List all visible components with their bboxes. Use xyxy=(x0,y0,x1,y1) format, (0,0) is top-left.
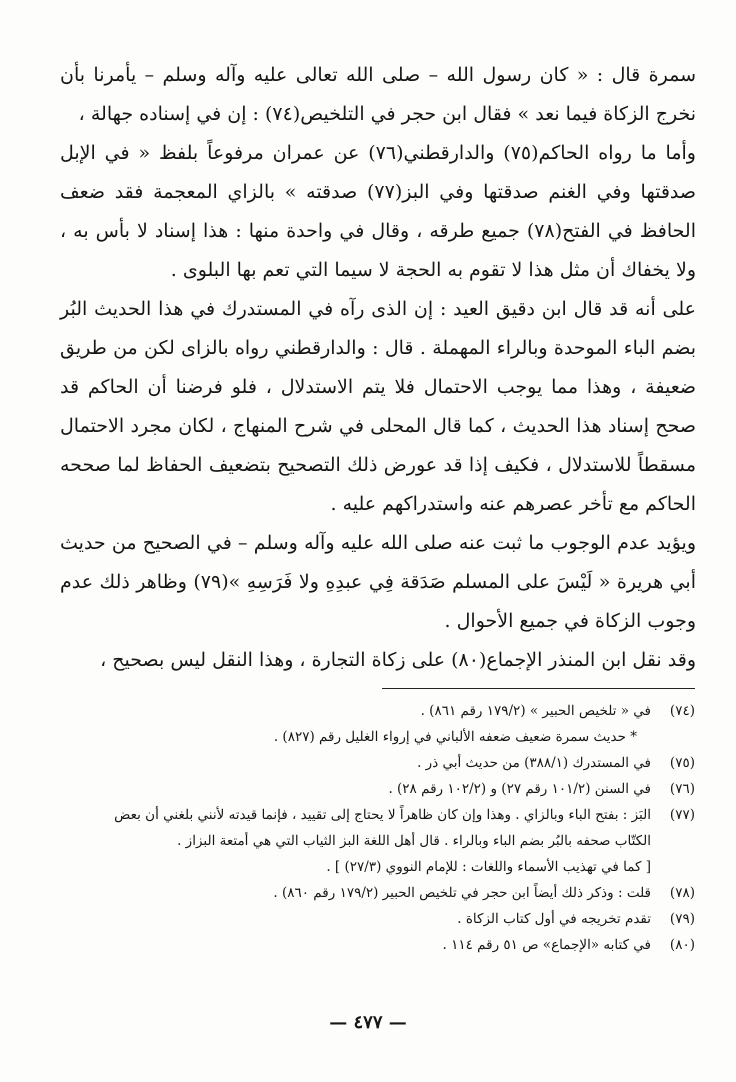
footnote xyxy=(75,932,695,958)
footnote xyxy=(75,802,695,828)
main-text xyxy=(60,56,696,680)
footnote-text: [ كما في تهذيب الأسماء واللغات : للإمام النووي (٢٧/٣) ] . xyxy=(326,859,651,875)
footnote-text: تقدم تخريجه في أول كتاب الزكاة . xyxy=(457,911,651,927)
footnote xyxy=(75,750,695,776)
footnote-number: (٧٩) xyxy=(669,911,695,927)
footnote-number: (٧٤) xyxy=(669,703,695,719)
footnote xyxy=(75,698,695,724)
paragraph: ويؤيد عدم الوجوب ما ثبت عنه صلى الله عليه وآله وسلم – في الصحيح من حديث أبي هريرة « لَيْسَ على المسلم صَدَقة فِي عبدِهِ ولا فَرَسِهِ »(٧٩) وظاهر ذلك عدم وجوب الزكاة في جميع الأحوال . xyxy=(60,532,696,632)
footnote-text: في كتابه «الإجماع» ص ٥١ رقم ١١٤ . xyxy=(442,937,651,953)
footnote-text: * حديث سمرة ضعيف ضعفه الألباني في إرواء الغليل رقم (٨٢٧) . xyxy=(273,729,637,745)
page-number: — ٤٧٧ — xyxy=(329,1012,407,1033)
footnote-text: في المستدرك (٣٨٨/١) من حديث أبي ذر . xyxy=(417,755,651,771)
footnote xyxy=(75,880,695,906)
footnote-editor-note xyxy=(75,724,695,750)
paragraph: وأما ما رواه الحاكم(٧٥) والدارقطني(٧٦) عن عمران مرفوعاً بلفظ « في الإبل صدقتها وفي الغنم صدقتها وفي البز(٧٧) صدقته » بالزاي المعجمة فقد ضعف الحافظ في الفتح(٧٨) جميع طرقه ، وقال في واحدة منها : هذا إسناد لا بأس به ، ولا يخفاك أن مثل هذا لا تقوم به الحجة لا سيما التي تعم بها البلوى . xyxy=(60,142,697,281)
footnote-continuation xyxy=(75,828,695,854)
footnote-text: البَز : بفتح الباء وبالزاي . وهذا وإن كان ظاهراً لا يحتاج إلى تقييد ، فإنما قيدته لأنني بلغني أن بعض xyxy=(114,807,651,823)
footnote xyxy=(75,906,695,932)
footnote-text: في السنن (١٠١/٢ رقم ٢٧) و (١٠٢/٢ رقم ٢٨) . xyxy=(388,781,651,797)
paragraph: على أنه قد قال ابن دقيق العيد : إن الذى رآه في المستدرك في هذا الحديث البُر بضم الباء الموحدة وبالراء المهملة . قال : والدارقطني رواه بالزاى لكن من طريق ضعيفة ، وهذا مما يوجب الاحتمال فلا يتم الاستدلال ، فلو فرضنا أن الحاكم قد صحح إسناد هذا الحديث ، كما قال المحلى في شرح المنهاج ، لكان مجرد الاحتمال مسقطاً للاستدلال ، فكيف إذا قد عورض ذلك التصحيح بتضعيف الحفاظ لما صححه الحاكم مع تأخر عصرهم عنه واستدراكهم عليه . xyxy=(60,298,696,515)
footnote-text: في « تلخيص الحبير » (١٧٩/٢ رقم ٨٦١) . xyxy=(420,703,651,719)
footnote-text: الكتّاب صحفه بالبُر بضم الباء وبالراء . قال أهل اللغة البز الثياب التي هي أمتعة البزاز . xyxy=(177,833,651,849)
footnotes xyxy=(75,698,695,958)
footnote-number: (٧٥) xyxy=(669,755,695,771)
footnote-continuation xyxy=(75,854,695,880)
footnote-number: (٧٦) xyxy=(669,781,695,797)
footnote xyxy=(75,776,695,802)
footnote-separator xyxy=(382,688,695,689)
footnote-number: (٨٠) xyxy=(669,937,695,953)
paragraph: سمرة قال : « كان رسول الله – صلى الله تعالى عليه وآله وسلم – يأمرنا بأن نخرج الزكاة فيما نعد » فقال ابن حجر في التلخيص(٧٤) : إن في إسناده جهالة ، xyxy=(60,64,696,125)
footnote-text: قلت : وذكر ذلك أيضاً ابن حجر في تلخيص الحبير (١٧٩/٢ رقم ٨٦٠) . xyxy=(273,885,651,901)
footnote-number: (٧٨) xyxy=(669,885,695,901)
paragraph: وقد نقل ابن المنذر الإجماع(٨٠) على زكاة التجارة ، وهذا النقل ليس بصحيح ، xyxy=(100,649,696,671)
footnote-number: (٧٧) xyxy=(669,807,695,823)
